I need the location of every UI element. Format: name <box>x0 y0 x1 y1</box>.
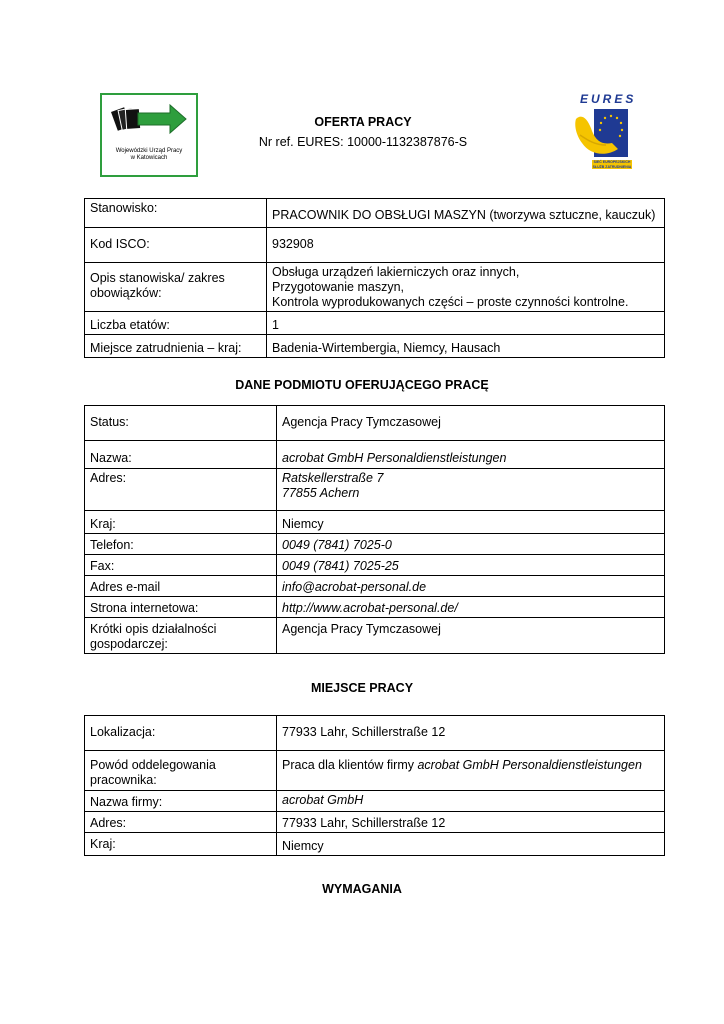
value-opis-dzialalnosci: Agencja Pracy Tymczasowej <box>277 618 665 654</box>
table-row <box>85 199 665 228</box>
table-row <box>85 597 665 618</box>
value-kraj: Niemcy <box>277 511 665 534</box>
eures-hands-icon <box>572 105 632 163</box>
table-row <box>85 812 665 833</box>
label-kraj: Kraj: <box>85 511 277 534</box>
label-nazwa-firmy: Nazwa firmy: <box>85 791 277 812</box>
workplace-heading: MIEJSCE PRACY <box>310 681 414 695</box>
table-row <box>85 791 665 812</box>
table-row <box>85 263 665 312</box>
position-table <box>84 198 665 358</box>
value-email[interactable]: info@acrobat-personal.de <box>277 576 665 597</box>
value-adres-pracy: 77933 Lahr, Schillerstraße 12 <box>277 812 665 833</box>
table-row <box>85 534 665 555</box>
value-miejsce-zatrudnienia: Badenia-Wirtembergia, Niemcy, Hausach <box>267 335 665 358</box>
table-row <box>85 228 665 263</box>
label-telefon: Telefon: <box>85 534 277 555</box>
value-opis-stanowiska: Obsługa urządzeń lakierniczych oraz innych, Przygotowanie maszyn, Kontrola wyprodukowanych części – proste czynności kontrolne. <box>267 263 665 312</box>
table-row <box>85 469 665 511</box>
label-stanowisko: Stanowisko: <box>85 199 267 228</box>
employer-heading: DANE PODMIOTU OFERUJĄCEGO PRACĘ <box>235 378 489 392</box>
value-powod-oddelegowania: Praca dla klientów firmy acrobat GmbH Personaldienstleistungen <box>277 751 665 791</box>
label-strona: Strona internetowa: <box>85 597 277 618</box>
employer-table <box>84 405 665 654</box>
table-row <box>85 406 665 441</box>
value-stanowisko: PRACOWNIK DO OBSŁUGI MASZYN (tworzywa sztuczne, kauczuk) <box>267 199 665 228</box>
label-nazwa: Nazwa: <box>85 441 277 469</box>
label-powod-oddelegowania: Powód oddelegowania pracownika: <box>85 751 277 791</box>
eures-sub-label: SIEĆ EUROPEJSKICH SŁUŻB ZATRUDNIENIA <box>592 160 632 169</box>
label-status: Status: <box>85 406 277 441</box>
table-row <box>85 618 665 654</box>
label-kraj-pracy: Kraj: <box>85 833 277 856</box>
value-adres: Ratskellerstraße 7 77855 Achern <box>277 469 665 511</box>
label-email: Adres e-mail <box>85 576 277 597</box>
value-liczba-etatow: 1 <box>267 312 665 335</box>
label-kod-isco: Kod ISCO: <box>85 228 267 263</box>
value-nazwa-firmy: acrobat GmbH <box>277 791 665 812</box>
table-row <box>85 716 665 751</box>
value-kod-isco: 932908 <box>267 228 665 263</box>
label-adres-pracy: Adres: <box>85 812 277 833</box>
value-status: Agencja Pracy Tymczasowej <box>277 406 665 441</box>
value-telefon: 0049 (7841) 7025-0 <box>277 534 665 555</box>
label-lokalizacja: Lokalizacja: <box>85 716 277 751</box>
requirements-heading: WYMAGANIA <box>322 882 402 896</box>
table-row <box>85 441 665 469</box>
label-miejsce-zatrudnienia: Miejsce zatrudnienia – kraj: <box>85 335 267 358</box>
table-row <box>85 833 665 856</box>
workplace-table <box>84 715 665 856</box>
table-row <box>85 576 665 597</box>
value-strona[interactable]: http://www.acrobat-personal.de/ <box>277 597 665 618</box>
eures-logo <box>566 92 636 174</box>
label-adres: Adres: <box>85 469 277 511</box>
value-fax: 0049 (7841) 7025-25 <box>277 555 665 576</box>
value-lokalizacja: 77933 Lahr, Schillerstraße 12 <box>277 716 665 751</box>
table-row <box>85 511 665 534</box>
table-row <box>85 312 665 335</box>
label-opis-dzialalnosci: Krótki opis działalności gospodarczej: <box>85 618 277 654</box>
wup-logo-caption: Wojewódzki Urząd Pracy w Katowicach <box>115 148 183 161</box>
table-row <box>85 555 665 576</box>
wup-katowice-logo <box>100 93 198 177</box>
value-kraj-pracy: Niemcy <box>277 833 665 856</box>
reference-number: Nr ref. EURES: 10000-1132387876-S <box>258 135 468 149</box>
label-liczba-etatow: Liczba etatów: <box>85 312 267 335</box>
value-nazwa: acrobat GmbH Personaldienstleistungen <box>277 441 665 469</box>
table-row <box>85 751 665 791</box>
cards-arrow-icon <box>102 95 196 147</box>
table-row <box>85 335 665 358</box>
eures-logo-text: EURES <box>580 92 637 106</box>
label-opis-stanowiska: Opis stanowiska/ zakres obowiązków: <box>85 263 267 312</box>
label-fax: Fax: <box>85 555 277 576</box>
page-title: OFERTA PRACY <box>314 115 412 129</box>
